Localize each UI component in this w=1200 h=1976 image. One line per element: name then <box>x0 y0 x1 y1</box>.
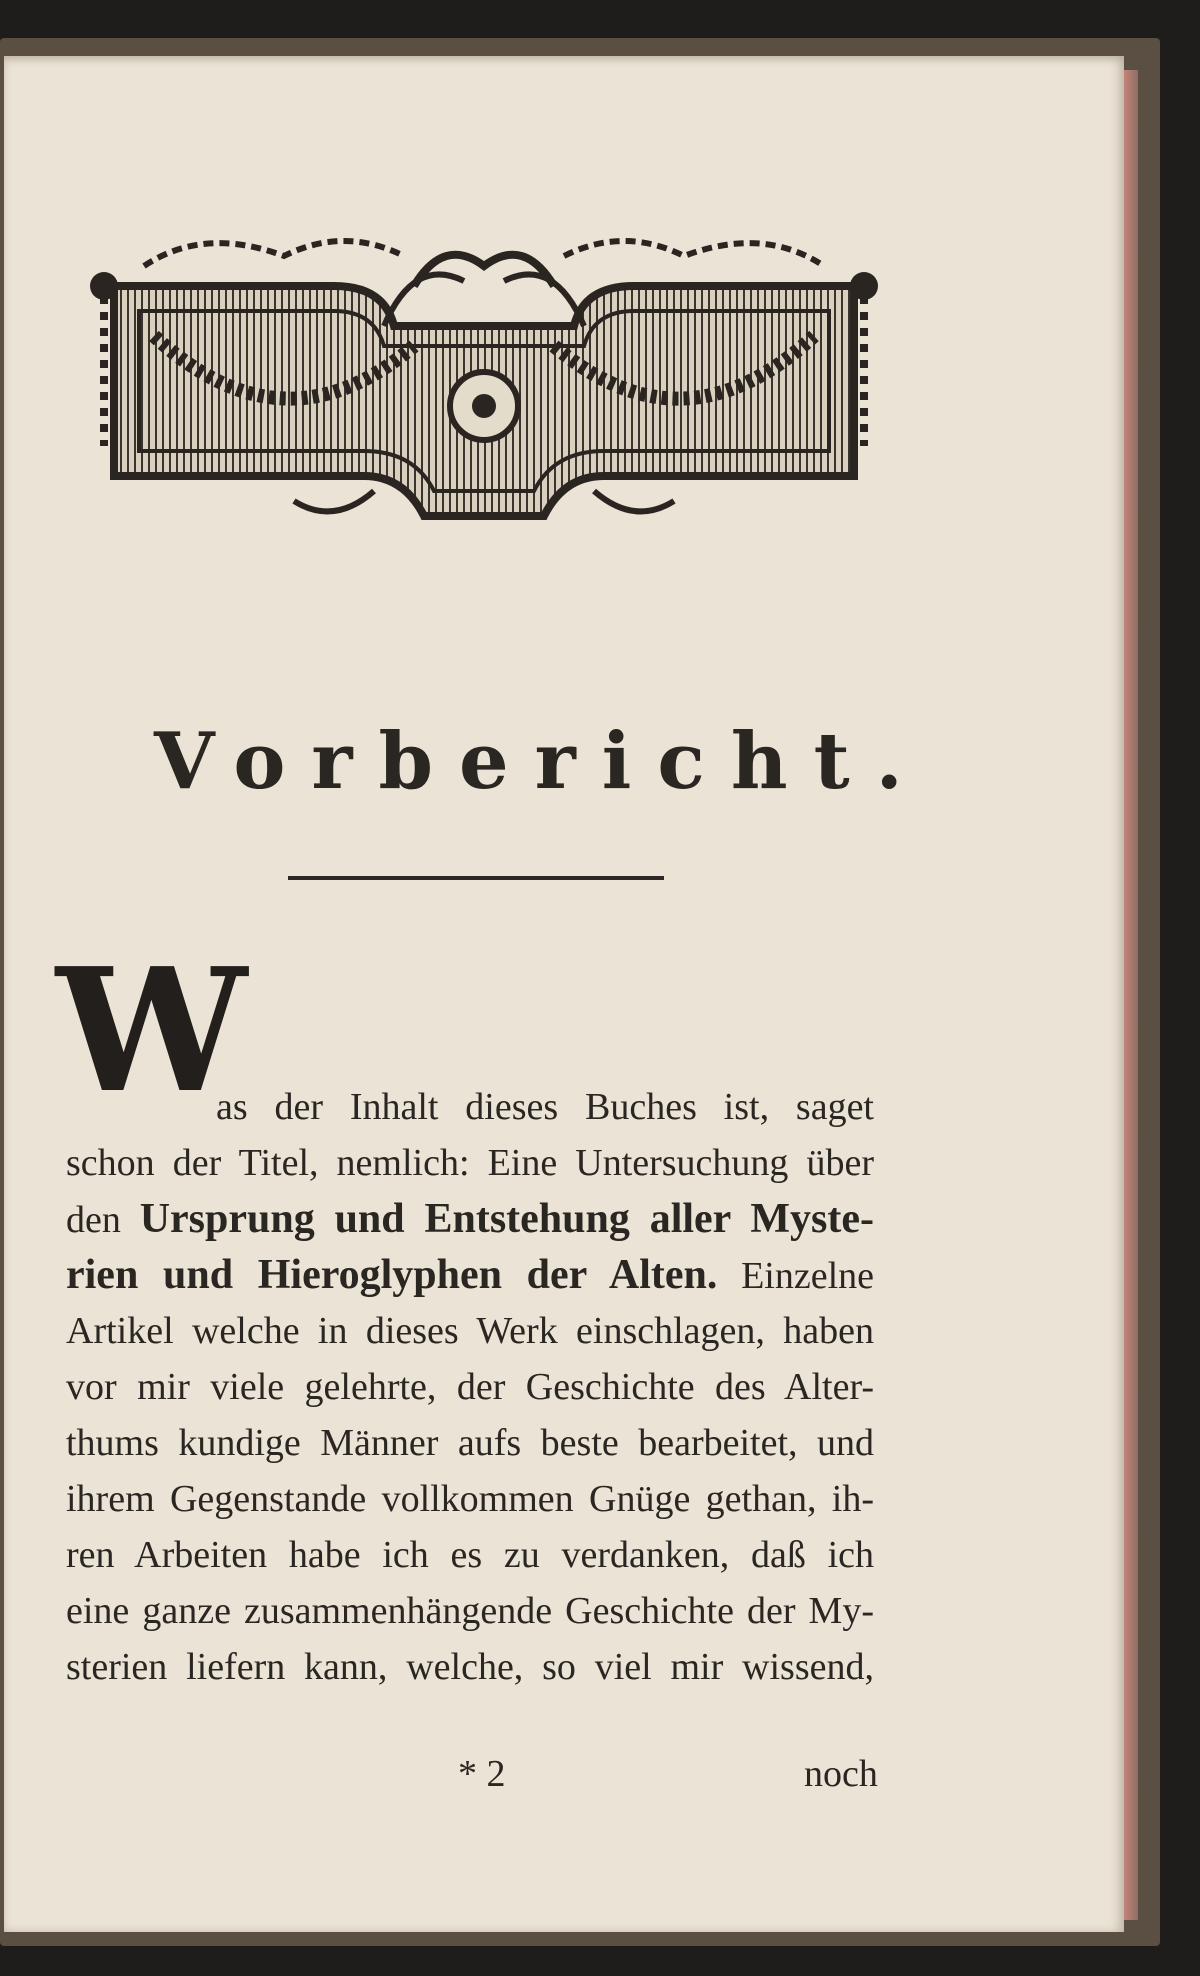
page-title: Vorbericht. <box>154 716 929 807</box>
text-line: thums kundige Männer aufs beste bearbeitet, und <box>66 1422 874 1464</box>
emphasis-text: rien und Hieroglyphen der Alten. <box>66 1252 718 1298</box>
signature-mark: * 2 <box>458 1753 506 1795</box>
catchword: noch <box>804 1753 878 1795</box>
text-line: ren Arbeiten habe ich es zu verdanken, daß ich <box>66 1534 874 1576</box>
text-line: eine ganze zusammenhängende Geschichte der My- <box>66 1590 874 1632</box>
text-line: Artikel welche in dieses Werk einschlagen, haben <box>66 1310 874 1352</box>
book-page <box>4 56 1124 1932</box>
title-rule <box>288 876 664 880</box>
text-line: sterien liefern kann, welche, so viel mir wissend, <box>66 1646 874 1688</box>
text-line: schon der Titel, nemlich: Eine Untersuchung über <box>66 1142 874 1184</box>
text-line: ihrem Gegenstande vollkommen Gnüge gethan, ih- <box>66 1478 874 1520</box>
text-line: den Ursprung und Entstehung aller Myste- <box>66 1196 874 1242</box>
emphasis-text: Ursprung und Entstehung aller Myste- <box>139 1196 874 1242</box>
drop-cap: W <box>56 931 247 1131</box>
text-line: rien und Hieroglyphen der Alten. Einzelne <box>66 1252 874 1298</box>
text-line: as der Inhalt dieses Buches ist, saget <box>216 1086 874 1128</box>
text-line: vor mir viele gelehrte, der Geschichte des Alter- <box>66 1366 874 1408</box>
ornamental-headpiece <box>84 226 884 526</box>
